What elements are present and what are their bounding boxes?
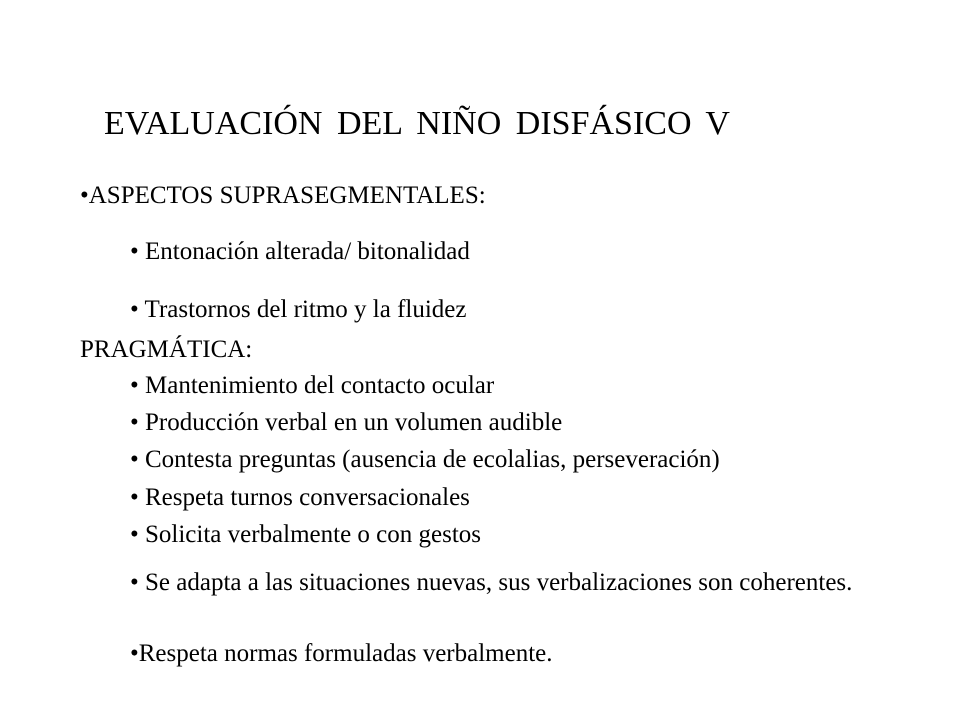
list-item: • Respeta turnos conversacionales	[130, 484, 470, 511]
section-heading-pragmatica: PRAGMÁTICA:	[80, 336, 253, 363]
list-item: •Respeta normas formuladas verbalmente.	[130, 640, 553, 667]
list-item: • Trastornos del ritmo y la fluidez	[130, 296, 467, 323]
list-item: • Entonación alterada/ bitonalidad	[130, 238, 470, 265]
list-item: • Solicita verbalmente o con gestos	[130, 521, 482, 548]
list-item: • Producción verbal en un volumen audible	[130, 409, 563, 436]
list-item: • Se adapta a las situaciones nuevas, sus verbalizaciones son coherentes.	[130, 569, 853, 596]
list-item: • Mantenimiento del contacto ocular	[130, 372, 495, 399]
section-heading-suprasegmentales: •ASPECTOS SUPRASEGMENTALES:	[80, 182, 486, 209]
slide-title: EVALUACIÓN DEL NIÑO DISFÁSICO V	[104, 105, 730, 142]
list-item: • Contesta preguntas (ausencia de ecolalias, perseveración)	[130, 446, 720, 473]
